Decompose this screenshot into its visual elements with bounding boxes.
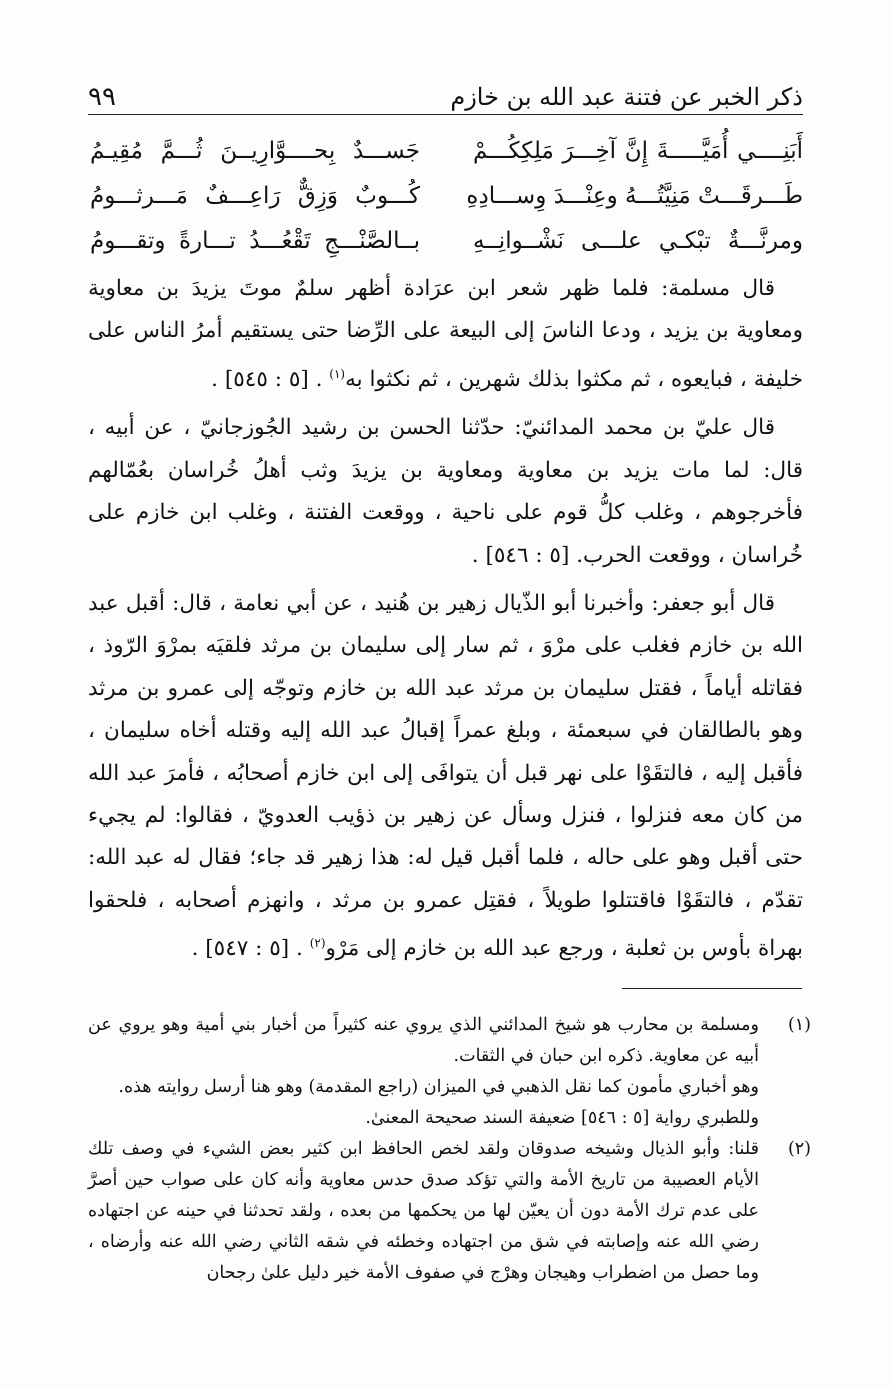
footnote-line: ومسلمة بن محارب هو شيخ المدائني الذي يروي عنه كثيراً من أخبار بني أمية وهو يروي عن أبيه عن معاوية. ذكره ابن حبان في الثقات. bbox=[88, 1015, 759, 1066]
footnote-number: (٢) bbox=[787, 1139, 811, 1159]
citation: . [٥ : ٥٤٧] . bbox=[191, 936, 310, 962]
footnote bbox=[88, 1134, 811, 1289]
poem-verse bbox=[90, 173, 803, 218]
verse-first-hemistich: طَـــرقَـــتْ مَنِيَّتُـــهُ وعِنْـــدَ وِســـادِهِ bbox=[466, 182, 803, 209]
chapter-title: ذكر الخبر عن فتنة عبد الله بن خازم bbox=[450, 83, 803, 111]
footnote-marker[interactable]: (١) bbox=[329, 366, 346, 381]
paragraph bbox=[88, 407, 803, 577]
footnote-number: (١) bbox=[787, 1015, 811, 1035]
footnote-marker[interactable]: (٢) bbox=[309, 936, 326, 951]
footnote-line: قلنا: وأبو الذيال وشيخه صدوقان ولقد لخص الحافظ ابن كثير بعض الشيء في وصف تلك الأيام العصيبة من تاريخ الأمة والتي تؤكد صدق حدس معاوية وأنه كان على صواب حين أصرَّ على عدم ترك الأمة دون أن يعيّن لها من يحكمها من بعده ، ولقد تحدثنا في حينه عن اجتهاده رضي الله عنه وإصابته في شق من اجتهاده وخطئه في شقه الثاني رضي الله عنه وأرضاه ، وما حصل من اضطراب وهيجان وهرْج في صفوف الأمة خير دليل علىٰ رجحان bbox=[88, 1139, 759, 1283]
running-header bbox=[88, 74, 803, 115]
paragraph-text: قال عليّ بن محمد المدائنيّ: حدّثنا الحسن بن رشيد الجُوزجانيّ ، عن أبيه ، قال: لما مات يزيد بن معاوية ومعاوية بن يزيدَ وثب أهلُ خُراسان بعُمّالهم فأخرجوهم ، وغلب كلُّ قوم على ناحية ، ووقعت الفتنة ، وغلب ابن خازم على خُراسان ، ووقعت الحرب. [٥ : ٥٤٦] . bbox=[88, 415, 803, 568]
poem bbox=[90, 128, 803, 263]
footnote-line: وللطبري رواية [٥ : ٥٤٦] ضعيفة السند صحيحة المعنىٰ. bbox=[365, 1108, 759, 1128]
footnote-divider bbox=[622, 988, 802, 989]
poem-verse bbox=[90, 128, 803, 173]
paragraph bbox=[88, 583, 803, 971]
main-text bbox=[88, 268, 803, 977]
verse-second-hemistich: جَســـدٌ بِحــــوَّارِيــنَ ثُـــمَّ مُقِيـمُ bbox=[90, 137, 420, 164]
verse-first-hemistich: ومرنَّـــةٌ تبْكـي علـــى نَشْــوانِــهِ bbox=[473, 227, 803, 254]
paragraph-text: قال أبو جعفر: وأخبرنا أبو الذّيال زهير بن هُنيد ، عن أبي نعامة ، قال: أقبل عبد الله بن خازم فغلب على مرْوَ ، ثم سار إلى سليمان بن مرثد فلقيَه بمرْوَ الرّوذ ، فقاتله أياماً ، فقتل سليمان بن مرثد عبد الله بن خازم وتوجّه إلى عمرو بن مرثد وهو بالطالقان في سبعمئة ، وبلغ عمراً إقبالُ عبد الله إليه وقتله أخاه سليمان ، فأقبل إليه ، فالتقَوْا على نهر قبل أن يتوافَى إلى ابن خازم أصحابُه ، فأمرَ عبد الله من كان معه فنزلوا ، فنزل وسأل عن زهير بن ذؤيب العدويّ ، فقالوا: لم يجيء حتى أقبل وهو على حاله ، فلما أقبل قيل له: هذا زهير قد جاء؛ فقال له عبد الله: تقدّم ، فالتقَوْا فاقتتلوا طويلاً ، فقتِل عمرو بن مرثد ، وانهزم أصحابه ، فلحقوا بهراة بأوس بن ثعلبة ، ورجع عبد الله بن خازم إلى مَرْو bbox=[88, 591, 803, 962]
footnote-body bbox=[88, 1134, 759, 1289]
verse-second-hemistich: بــالصَّنْـــجِ تَقْعُـــدُ تـــارةً وتقـــومُ bbox=[90, 227, 420, 254]
verse-first-hemistich: أَبَنِــــي أُمَيَّـــــةَ إِنَّ آخِـــرَ مَلِكِكُـــمْ bbox=[473, 137, 803, 164]
paragraph-text: قال مسلمة: فلما ظهر شعر ابن عرَادة أظهر سلمٌ موتَ يزيدَ بن معاوية ومعاوية بن يزيد ، ودعا الناسَ إلى البيعة على الرِّضا حتى يستقيم أمرُ الناس على خليفة ، فبايعوه ، ثم مكثوا بذلك شهرين ، ثم نكثوا به bbox=[88, 276, 803, 392]
verse-second-hemistich: كُـــوبٌ وَزِقٌّ رَاعِـــفٌ مَـــرثـــومُ bbox=[90, 182, 420, 209]
poem-verse bbox=[90, 218, 803, 263]
footnotes bbox=[88, 1010, 811, 1289]
page-number: ٩٩ bbox=[88, 82, 116, 112]
footnote bbox=[88, 1010, 811, 1134]
paragraph bbox=[88, 268, 803, 401]
footnote-line: وهو أخباري مأمون كما نقل الذهبي في الميزان (راجع المقدمة) وهو هنا أرسل روايته هذه. bbox=[118, 1077, 759, 1097]
footnote-body bbox=[88, 1010, 759, 1134]
citation: . [٥ : ٥٤٥] . bbox=[211, 366, 330, 392]
